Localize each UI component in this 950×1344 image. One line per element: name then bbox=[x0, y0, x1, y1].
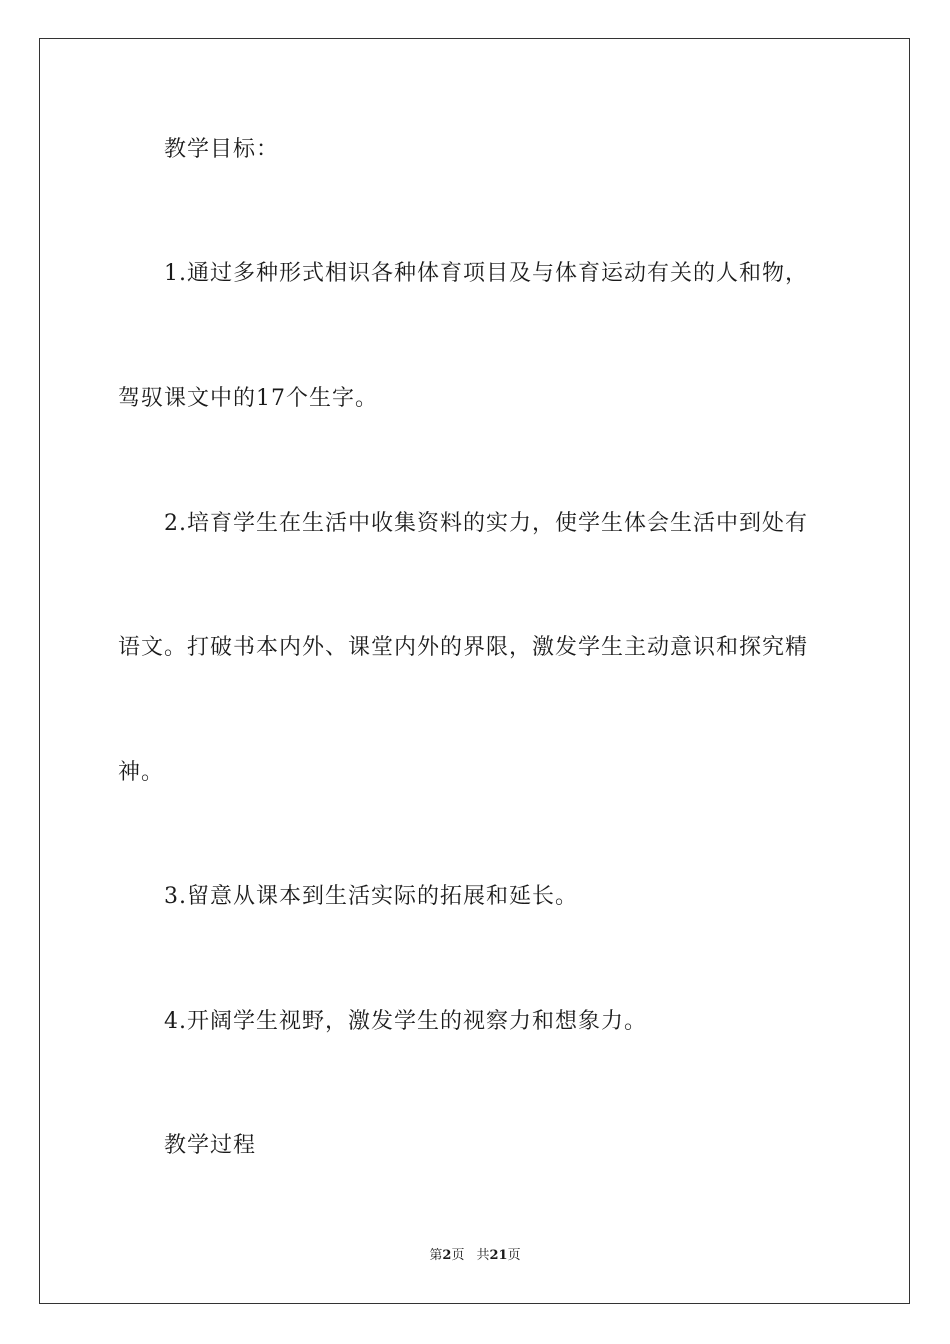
footer-total-suffix: 页 bbox=[507, 1248, 521, 1263]
goal-4: 4.开阔学生视野，激发学生的视察力和想象力。 bbox=[164, 1009, 647, 1034]
goal-1-line-1: 1.通过多种形式相识各种体育项目及与体育运动有关的人和物， bbox=[164, 261, 808, 286]
heading-teaching-process: 教学过程 bbox=[164, 1133, 257, 1158]
goal-3: 3.留意从课本到生活实际的拓展和延长。 bbox=[164, 884, 578, 909]
footer-total-pages: 21 bbox=[489, 1248, 508, 1263]
page-footer bbox=[0, 1246, 950, 1266]
footer-page-number: 2 bbox=[442, 1248, 452, 1263]
footer-page-prefix: 第 bbox=[429, 1248, 443, 1263]
footer-total-prefix: 共 bbox=[476, 1248, 490, 1263]
footer-page-suffix: 页 bbox=[451, 1248, 465, 1263]
goal-2-line-1: 2.培育学生在生活中收集资料的实力，使学生体会生活中到处有 bbox=[164, 511, 808, 536]
goal-1-line-2: 驾驭课文中的17个生字。 bbox=[118, 386, 378, 411]
goal-2-line-2: 语文。打破书本内外、课堂内外的界限，激发学生主动意识和探究精 bbox=[118, 635, 809, 660]
heading-teaching-goals: 教学目标： bbox=[164, 137, 280, 162]
page-border bbox=[39, 38, 910, 1304]
goal-2-line-3: 神。 bbox=[118, 760, 165, 785]
